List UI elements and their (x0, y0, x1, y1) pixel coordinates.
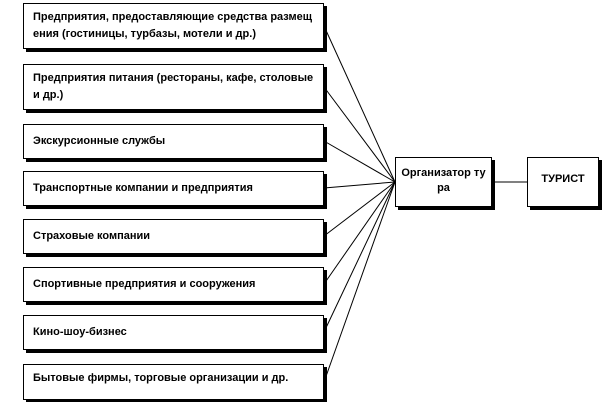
connector-line-4 (324, 182, 395, 236)
provider-box-transport (23, 171, 324, 206)
tourist-box (527, 157, 599, 207)
connector-line-0 (324, 26, 395, 182)
connector-line-2 (324, 141, 395, 182)
connector-line-7 (324, 182, 395, 382)
provider-label: Спортивные предприятия и сооружения (33, 278, 256, 290)
organizer-label: Организатор тура (401, 167, 486, 194)
provider-box-sports (23, 267, 324, 302)
provider-box-accommodation (23, 3, 324, 49)
provider-box-excursions (23, 124, 324, 159)
connector-line-3 (324, 182, 395, 188)
provider-label: Бытовые фирмы, торговые организации и др. (33, 372, 289, 384)
provider-label: Транспортные компании и предприятия (33, 182, 253, 194)
tourist-label: ТУРИСТ (541, 173, 585, 185)
provider-label: Экскурсионные службы (33, 135, 166, 147)
connector-line-5 (324, 182, 395, 284)
connector-line-1 (324, 87, 395, 182)
organizer-box (395, 157, 492, 207)
provider-box-show-business (23, 315, 324, 350)
provider-label: Кино-шоу-бизнес (33, 326, 127, 338)
provider-box-catering (23, 64, 324, 110)
provider-label: Предприятия питания (рестораны, кафе, столовые и др.) (33, 72, 314, 101)
provider-label: Предприятия, предоставляющие средства размещения (гостиницы, турбазы, мотели и др.) (33, 11, 313, 40)
provider-box-insurance (23, 219, 324, 254)
connector-line-6 (324, 182, 395, 332)
provider-label: Страховые компании (33, 230, 151, 242)
provider-box-trade (23, 364, 324, 400)
